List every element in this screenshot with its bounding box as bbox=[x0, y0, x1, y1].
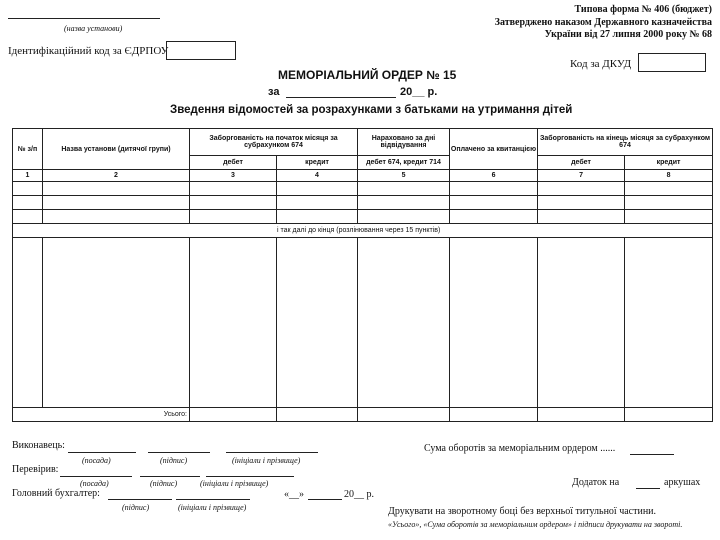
chief-signature-caption: (підпис) bbox=[122, 503, 150, 512]
turnover-label: Сума оборотів за меморіальним ордером ...... bbox=[424, 443, 616, 454]
dkud-label: Код за ДКУД bbox=[570, 58, 632, 70]
sheets-label: аркушах bbox=[664, 477, 701, 488]
debt-start-credit: кредит bbox=[277, 156, 358, 170]
continuation-note: і так далі до кінця (розлінювання через 15 пунктів) bbox=[13, 224, 713, 238]
table-row bbox=[13, 182, 713, 196]
col-number-header: № з/п bbox=[13, 129, 43, 170]
date-year: 20__ р. bbox=[344, 489, 374, 500]
checked-name-line[interactable] bbox=[206, 476, 294, 477]
table-body-area bbox=[13, 238, 713, 408]
index-7: 7 bbox=[538, 170, 625, 182]
chief-name-caption: (ініціали і прізвище) bbox=[178, 503, 247, 512]
executor-signature-line[interactable] bbox=[148, 452, 210, 453]
total-label: Усього: bbox=[13, 408, 190, 422]
subtitle: Зведення відомостей за розрахунками з батьками на утримання дітей bbox=[170, 104, 573, 116]
chief-label: Головний бухгалтер: bbox=[12, 488, 100, 499]
date-month-line[interactable] bbox=[308, 499, 342, 500]
executor-position-caption: (посада) bbox=[82, 456, 111, 465]
index-5: 5 bbox=[358, 170, 450, 182]
chief-name-line[interactable] bbox=[176, 499, 250, 500]
index-1: 1 bbox=[13, 170, 43, 182]
checked-name-caption: (ініціали і прізвище) bbox=[200, 479, 269, 488]
note-line-1: Друкувати на зворотному боці без верхньої титульної частини. bbox=[388, 506, 657, 517]
checked-signature-line[interactable] bbox=[140, 476, 200, 477]
debt-start-debit: дебет bbox=[190, 156, 277, 170]
index-4: 4 bbox=[277, 170, 358, 182]
form-line-1: Типова форма № 406 (бюджет) bbox=[574, 4, 712, 15]
dkud-box[interactable] bbox=[638, 53, 706, 72]
institution-caption: (назва установи) bbox=[64, 24, 123, 33]
executor-name-caption: (ініціали і прізвище) bbox=[232, 456, 301, 465]
period-year: 20__ р. bbox=[400, 86, 438, 98]
institution-name-line bbox=[8, 18, 160, 19]
form-line-2: Затверджено наказом Державного казначейства bbox=[494, 17, 712, 28]
checked-position-caption: (посада) bbox=[80, 479, 109, 488]
debt-end-debit: дебет bbox=[538, 156, 625, 170]
order-title: МЕМОРІАЛЬНИЙ ОРДЕР № 15 bbox=[278, 68, 457, 82]
za-label: за bbox=[268, 86, 280, 98]
col-debt-start-header: Заборгованість на початок місяця за субрахунком 674 bbox=[190, 129, 358, 156]
accrued-sub-header: дебет 674, кредит 714 bbox=[358, 156, 450, 170]
executor-label: Виконавець: bbox=[12, 440, 65, 451]
date-day: «__» bbox=[284, 489, 304, 500]
checked-position-line[interactable] bbox=[60, 476, 132, 477]
executor-signature-caption: (підпис) bbox=[160, 456, 188, 465]
debt-end-credit: кредит bbox=[625, 156, 713, 170]
col-name-header: Назва установи (дитячої групи) bbox=[43, 129, 190, 170]
col-accrued-header: Нараховано за дні відвідування bbox=[358, 129, 450, 156]
table-row bbox=[13, 210, 713, 224]
checked-label: Перевірив: bbox=[12, 464, 59, 475]
index-6: 6 bbox=[450, 170, 538, 182]
total-row bbox=[13, 408, 713, 422]
form-line-3: України від 27 липня 2000 року № 68 bbox=[544, 29, 712, 40]
note-line-2: «Усього», «Сума оборотів за меморіальним ордером» і підписи друкувати на звороті. bbox=[388, 520, 683, 529]
executor-position-line[interactable] bbox=[68, 452, 136, 453]
index-3: 3 bbox=[190, 170, 277, 182]
executor-name-line[interactable] bbox=[226, 452, 318, 453]
period-line bbox=[286, 97, 396, 98]
table-row bbox=[13, 196, 713, 210]
col-debt-end-header: Заборгованість на кінець місяця за субрахунком 674 bbox=[538, 129, 713, 156]
edrpou-label: Ідентифікаційний код за ЄДРПОУ bbox=[8, 45, 169, 57]
turnover-line[interactable] bbox=[630, 454, 674, 455]
index-8: 8 bbox=[625, 170, 713, 182]
index-2: 2 bbox=[43, 170, 190, 182]
chief-signature-line[interactable] bbox=[108, 499, 172, 500]
col-paid-header: Оплачено за квитанцією bbox=[450, 129, 538, 170]
edrpou-box[interactable] bbox=[166, 41, 236, 60]
main-table bbox=[12, 128, 713, 422]
attachment-label: Додаток на bbox=[572, 477, 620, 488]
checked-signature-caption: (підпис) bbox=[150, 479, 178, 488]
attachment-line[interactable] bbox=[636, 488, 660, 489]
